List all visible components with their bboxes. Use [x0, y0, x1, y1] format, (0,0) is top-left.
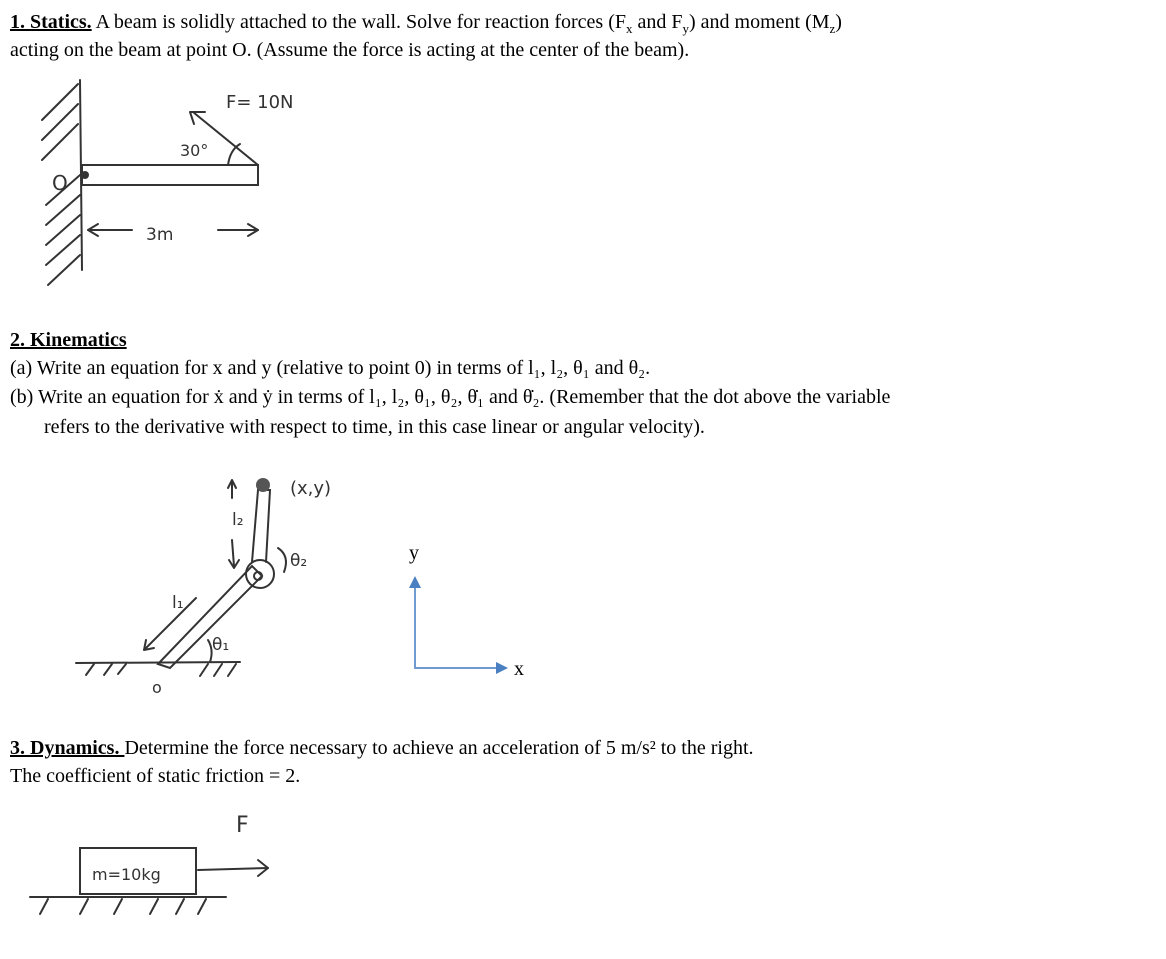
theta2-label: θ₂: [290, 551, 308, 571]
theta1-label: θ₁: [212, 635, 230, 655]
problem2-heading: 2. Kinematics: [10, 329, 127, 351]
x-axis-label: x: [514, 658, 524, 680]
problem2-part-a: (a) Write an equation for x and y (relative to point 0) in terms of l₁, l₂, θ₁ and θ₂.: [10, 357, 651, 379]
point-o-label: O: [52, 171, 68, 195]
origin-label: o: [152, 678, 162, 697]
y-axis-label: y: [409, 542, 419, 564]
problem2-part-b-cont: refers to the derivative with respect to time, in this case linear or angular velocity).: [44, 416, 705, 438]
problem1-heading: 1. Statics.: [10, 11, 92, 33]
force-arrow-3: [198, 868, 268, 870]
xy-label: (x,y): [290, 478, 332, 499]
length-label: 3m: [146, 225, 174, 245]
force-f-label: F: [236, 813, 249, 838]
problem1-line2: acting on the beam at point O. (Assume the force is acting at the center of the beam).: [10, 39, 690, 61]
problem1-line1: 1. Statics. A beam is solidly attached to the wall. Solve for reaction forces ($F_x$ and $F_y$) and moment $(M_z)$: [10, 11, 842, 36]
problem3-line2: The coefficient of static friction = 2.: [10, 765, 301, 787]
l1-label: l₁: [172, 593, 184, 613]
problem3-heading: 3. Dynamics.: [10, 737, 125, 759]
problem2-part-b: (b) Write an equation for ẋ and ẏ in terms of l₁, l₂, θ₁, θ₂, θ̇₁ and θ̇₂. (Remember that the dot above the variable: [10, 386, 891, 408]
mass-label: m=10kg: [92, 865, 161, 884]
problem3-line1: 3. Dynamics. Determine the force necessary to achieve an acceleration of 5 m/s² to the right.: [10, 737, 754, 759]
force-label: F= 10N: [226, 92, 294, 113]
angle-label: 30°: [180, 141, 209, 160]
l2-label: l₂: [232, 510, 244, 530]
